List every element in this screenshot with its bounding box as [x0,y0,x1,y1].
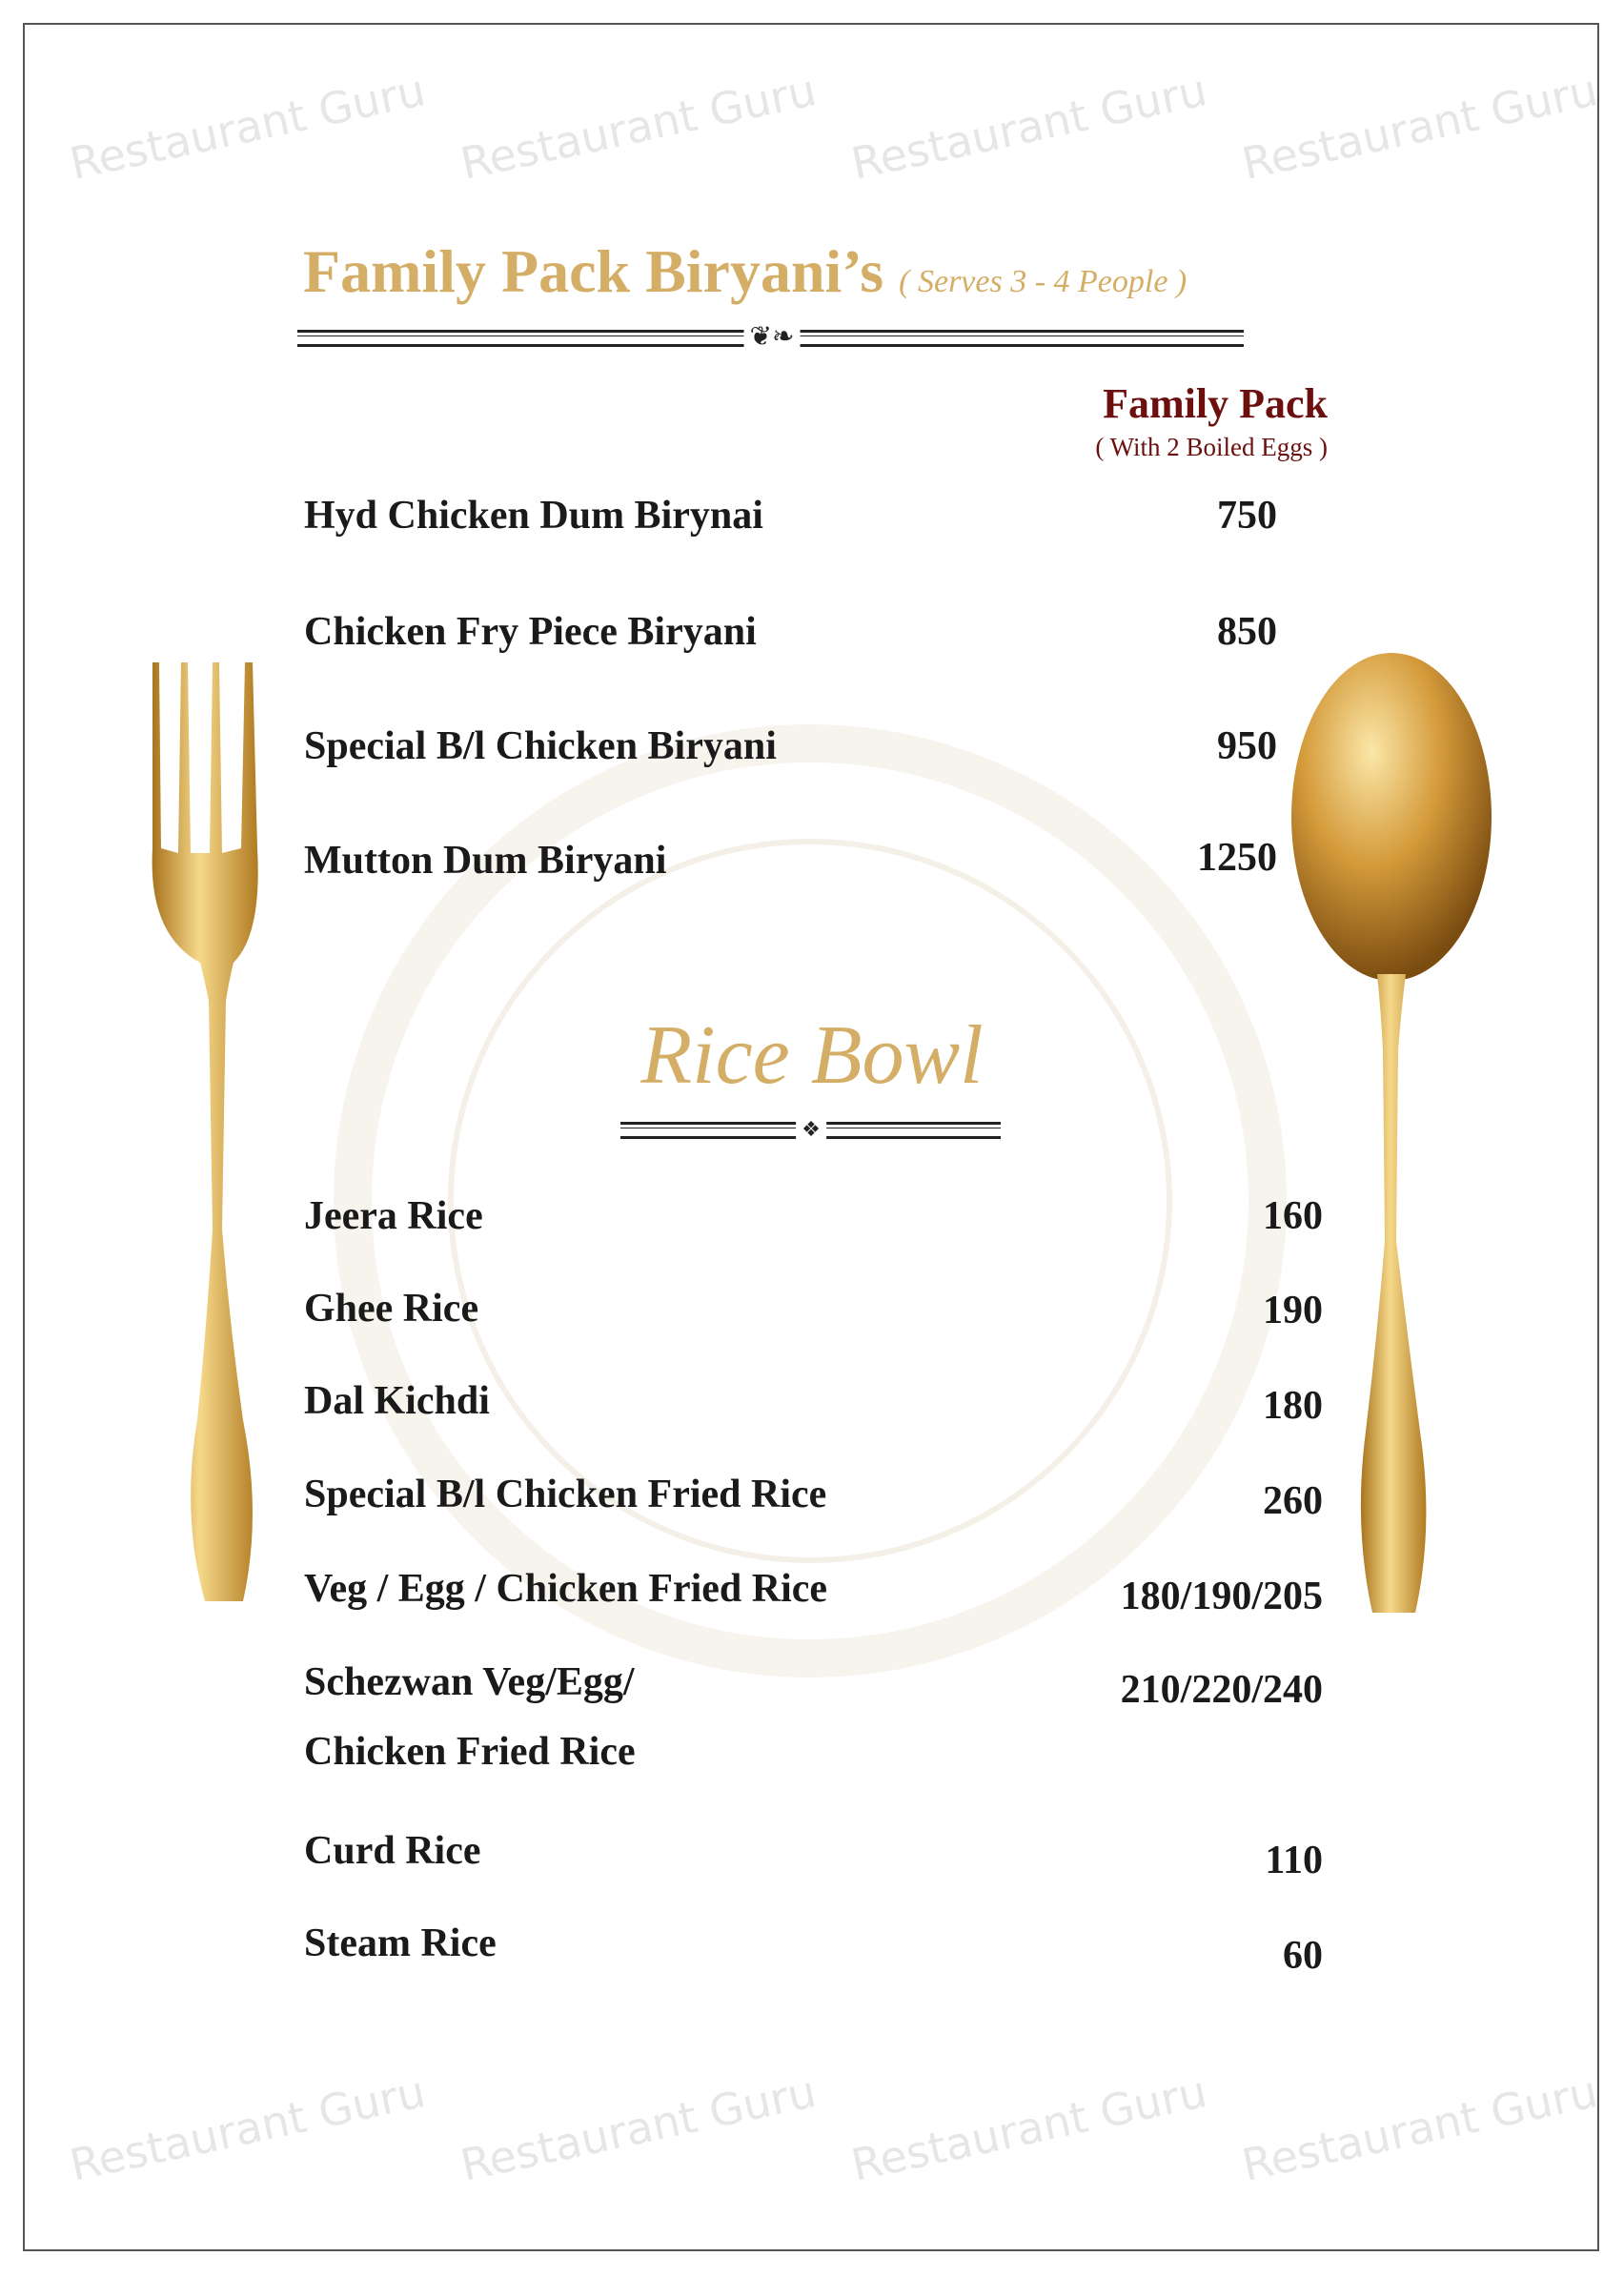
menu-item-name: Steam Rice [304,1921,497,1965]
menu-item-name: Schezwan Veg/Egg/ [304,1660,635,1704]
section-title: Family Pack Biryani’s [303,237,884,305]
menu-item-price: 210/220/240 [1120,1668,1323,1712]
menu-item-price: 750 [1217,494,1277,538]
watermark: Restaurant Guru [1237,64,1602,190]
menu-item-price: 110 [1265,1839,1323,1882]
watermark: Restaurant Guru [65,64,430,190]
spoon-icon [1282,650,1501,1622]
menu-item-name: Mutton Dum Biryani [304,839,667,883]
menu-item-price: 850 [1217,610,1277,654]
plate-inner-rim [448,839,1172,1563]
rice-bowl-title: Rice Bowl [640,1009,984,1102]
watermark: Restaurant Guru [456,2065,821,2191]
menu-item-name: Hyd Chicken Dum Birynai [304,494,763,538]
menu-item-name: Dal Kichdi [304,1379,490,1423]
menu-item-name: Jeera Rice [304,1194,483,1238]
watermark: Restaurant Guru [456,64,821,190]
menu-item-price: 950 [1217,724,1277,768]
menu-item-name-line2: Chicken Fried Rice [304,1730,636,1774]
menu-item-name: Ghee Rice [304,1287,479,1331]
menu-item-price: 160 [1263,1194,1323,1238]
menu-item-price: 60 [1283,1934,1323,1978]
ornament-icon: ❦❧ [744,324,801,351]
menu-item-name: Chicken Fry Piece Biryani [304,610,757,654]
menu-item-name: Special B/l Chicken Fried Rice [304,1473,827,1516]
menu-item-name: Special B/l Chicken Biryani [304,724,777,768]
menu-item-price: 1250 [1197,836,1277,880]
column-note: ( With 2 Boiled Eggs ) [1095,433,1328,461]
watermark: Restaurant Guru [846,64,1211,190]
column-header: Family Pack [1103,380,1328,427]
section-subtitle: ( Serves 3 - 4 People ) [899,264,1188,299]
menu-item-name: Curd Rice [304,1829,481,1873]
menu-item-price: 190 [1263,1289,1323,1332]
fork-icon [138,658,300,1620]
watermark: Restaurant Guru [1237,2065,1602,2191]
menu-item-price: 180 [1263,1384,1323,1428]
family-pack-title [303,238,1187,305]
menu-item-price: 180/190/205 [1120,1575,1323,1618]
ornament-icon: ❖ [796,1119,826,1140]
menu-item-name: Veg / Egg / Chicken Fried Rice [304,1567,828,1611]
menu-item-price: 260 [1263,1479,1323,1523]
watermark: Restaurant Guru [65,2065,430,2191]
watermark: Restaurant Guru [846,2065,1211,2191]
